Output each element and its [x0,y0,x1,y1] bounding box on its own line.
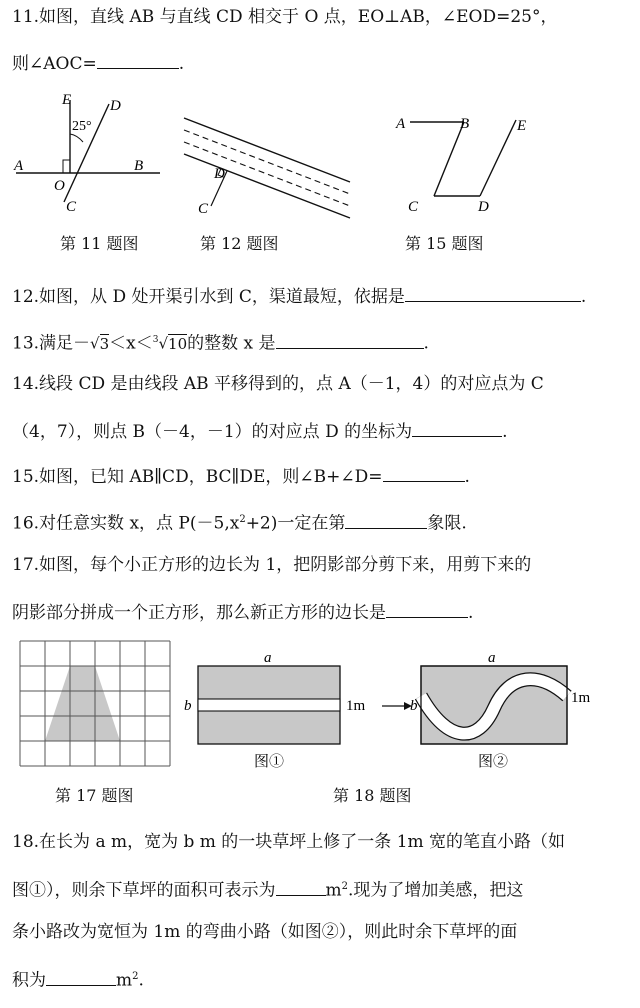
q11-line2-text: 则∠AOC= [12,54,97,74]
q16-mid: +2)一定在第 [245,513,346,534]
q12-line: 12.如图，从 D 处开渠引水到 C，渠道最短，依据是 . [12,283,586,308]
fig11-label-c: C [66,199,77,215]
q13-root-index: 3 [152,335,159,345]
q13-radicand-a: 3 [99,334,110,353]
q14-answer-blank[interactable] [412,418,502,437]
q18-line2 [12,876,523,902]
q16-sup: 2 [239,514,246,525]
q18-line4-b: m [116,970,133,991]
fig15-label-e: E [517,118,527,134]
q18-line3: 条小路改为宽恒为 1m 的弯曲小路（如图②），则此时余下草坪的面 [12,922,518,942]
q13-suffix: 的整数 x 是 [187,333,276,354]
q11-line2: 则∠AOC= . [12,50,184,75]
fig15-label-b: B [460,116,470,132]
figure-q12 [178,100,368,220]
q16-suffix: 象限. [427,513,467,534]
fig11-label-a: A [14,158,24,174]
q17-shaded-trapezoid [45,666,120,741]
q18-line2-sup: 2 [341,881,348,892]
q18-line4-a: 积为 [12,970,46,991]
q18-line2-a: 图①），则余下草坪的面积可表示为 [12,880,276,901]
fig11-label-b: B [134,158,144,174]
q17-line2-text: 阴影部分拼成一个正方形，那么新正方形的边长是 [12,603,386,623]
fig18-1-caption: 图① [254,754,285,770]
q13-mid: ＜x＜ [109,333,153,354]
q18-line2-c: .现为了增加美感，把这 [348,880,524,901]
figure-q11 [10,90,170,220]
figure-q17 [15,640,175,770]
q18-line4-c: . [138,970,144,991]
fig11-label-e: E [62,92,72,108]
cbrt-symbol-icon: √ [158,334,169,353]
fig18-2-label-a: a [488,650,496,666]
fig11-label-angle: 25° [72,119,92,134]
q13-answer-blank[interactable] [276,330,424,349]
q17-line2: 阴影部分拼成一个正方形，那么新正方形的边长是 . [12,599,473,624]
figure-q18 [178,644,598,774]
q15-text: 15.如图，已知 AB∥CD，BC∥DE，则∠B+∠D= [12,467,383,487]
q11-line1: 11.如图，直线 AB 与直线 CD 相交于 O 点，EO⊥AB，∠EOD=25°， [12,7,558,27]
caption-q11: 第 11 题图 [60,234,139,253]
q13-prefix: 13.满足－ [12,333,91,354]
q15-answer-blank[interactable] [383,463,465,482]
fig15-label-a: A [396,116,406,132]
q12-text: 12.如图，从 D 处开渠引水到 C，渠道最短，依据是 [12,287,405,307]
q15-line: 15.如图，已知 AB∥CD，BC∥DE，则∠B+∠D= . [12,463,470,488]
fig18-2-label-width: 1m [571,690,591,706]
fig12-label-c: C [198,201,209,217]
q11-answer-blank[interactable] [97,50,179,69]
q18-line4 [12,966,144,992]
q16-answer-blank[interactable] [345,510,427,529]
q18-line1: 18.在长为 a m，宽为 b m 的一块草坪上修了一条 1m 宽的笔直小路（如 [12,832,566,852]
q14-line2: （4，7），则点 B（－4，－1）的对应点 D 的坐标为 . [12,418,508,443]
q13-line: 13.满足－√3＜x＜$^3$√10的整数 x 是 . [12,329,429,355]
q18-line2-b: m [325,880,342,901]
q18-answer-blank-1[interactable] [276,877,326,896]
caption-q17: 第 17 题图 [55,786,134,805]
q16-prefix: 16.对任意实数 x，点 P(－5,x [12,513,240,534]
q17-answer-blank[interactable] [386,599,468,618]
figure-q15 [390,108,550,220]
q18-answer-blank-2[interactable] [46,967,116,986]
q18-line4-sup: 2 [132,971,139,982]
q12-answer-blank[interactable] [405,283,581,302]
fig15-label-c: C [408,199,419,215]
caption-q18: 第 18 题图 [333,786,412,805]
q17-line1: 17.如图，每个小正方形的边长为 1，把阴影部分剪下来，用剪下来的 [12,555,532,575]
fig18-1-label-a: a [264,650,272,666]
fig18-straight-path [198,699,340,711]
caption-q12: 第 12 题图 [200,234,279,253]
fig15-label-d: D [478,199,489,215]
fig11-label-d: D [110,98,121,114]
caption-q15: 第 15 题图 [405,234,484,253]
fig18-1-label-width: 1m [346,698,366,714]
fig12-label-d: D [214,166,225,182]
fig18-2-label-b: b [410,698,418,714]
q14-line1: 14.线段 CD 是由线段 AB 平移得到的，点 A（－1，4）的对应点为 C [12,374,544,394]
q16-line [12,509,467,535]
q14-line2-text: （4，7），则点 B（－4，－1）的对应点 D 的坐标为 [12,422,413,442]
fig11-label-o: O [54,178,65,194]
fig18-2-caption: 图② [478,754,509,770]
q13-radicand-b: 10 [168,334,188,353]
fig18-1-label-b: b [184,698,192,714]
sqrt-symbol-icon: √ [90,334,100,353]
